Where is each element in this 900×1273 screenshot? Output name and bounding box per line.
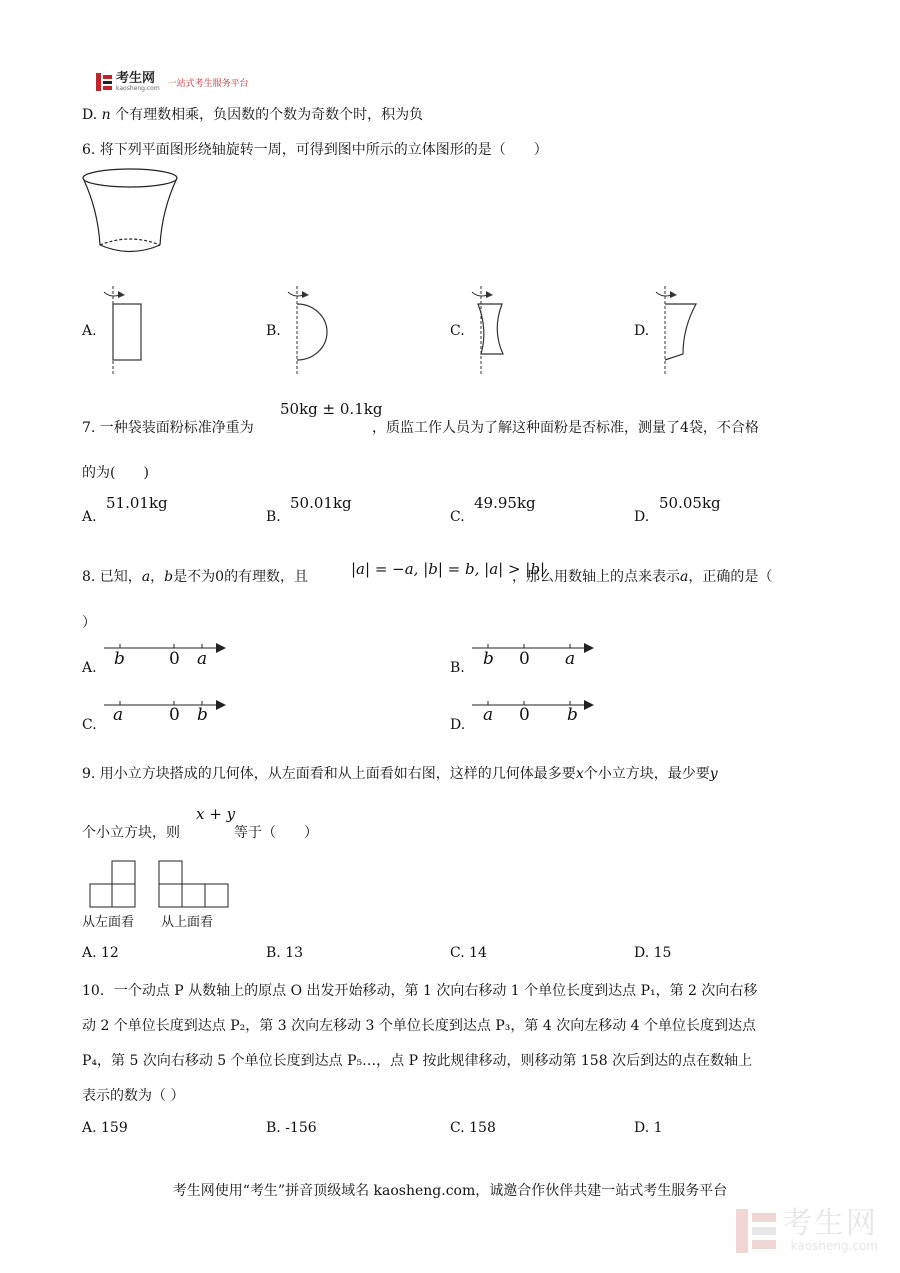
q10-option-a — [82, 1120, 128, 1136]
q9-option-a-value: 12 — [101, 945, 119, 961]
q10-option-d — [634, 1120, 663, 1136]
q9-option-a-label: A. — [82, 945, 97, 961]
q8-stem-post: ，那么用数轴上的点来表示 — [512, 569, 680, 585]
q9-var-x: x — [575, 766, 584, 782]
q10-option-b-value: -156 — [285, 1120, 317, 1136]
q9-stem — [82, 763, 718, 783]
q7-option-b-value: 50.01kg — [290, 494, 352, 512]
q9-stem-pre: 9. 用小立方块搭成的几何体，从左面看和从上面看如右图，这样的几何体最多要 — [82, 766, 576, 782]
q8-d-mark-1: a — [483, 705, 494, 725]
q8-stem-line2: ） — [82, 615, 96, 631]
q8-option-d-label: D. — [450, 717, 466, 733]
q5-option-d-label: D. — [82, 107, 98, 123]
q8-d-mark-2: 0 — [519, 705, 530, 725]
q7-stem-post2: 袋，不合格 — [688, 420, 759, 436]
logo-mark-icon — [96, 73, 112, 91]
q10-line-1: 10．一个动点 P 从数轴上的原点 O 出发开始移动，第 1 次向右移动 1 个单位长度到达点 P₁，第 2 次向右移 — [82, 983, 758, 999]
q10-option-c-value: 158 — [469, 1120, 496, 1136]
q7-option-a-value: 51.01kg — [106, 494, 168, 512]
q9-option-c-value: 14 — [469, 945, 487, 961]
q10-line-2: 动 2 个单位长度到达点 P₂，第 3 次向左移动 3 个单位长度到达点 P₃，第 4 次向左移动 4 个单位长度到达点 — [82, 1018, 757, 1034]
q8-stem-post2: ，正确的是（ — [688, 569, 773, 585]
q8-a-mark-2: 0 — [169, 649, 180, 669]
q9-option-b — [266, 945, 303, 961]
q7-option-c-label: C. — [450, 509, 465, 525]
q8-condition: |a| = −a, |b| = b, |a| > |b| — [351, 560, 546, 578]
watermark-name: 考生网 — [782, 1206, 878, 1241]
q8-stem-pre: 8. 已知， — [82, 569, 142, 585]
logo-name: 考生网 — [116, 71, 156, 86]
header-logo — [96, 72, 249, 92]
q8-option-c-label: C. — [82, 717, 97, 733]
q10-option-b-label: B. — [266, 1120, 281, 1136]
q7-option-b-label: B. — [266, 509, 281, 525]
q9-left-view-label: 从左面看 — [82, 915, 135, 930]
q8-a-mark-1: b — [114, 649, 125, 669]
q9-option-c — [450, 945, 487, 961]
logo-domain: kaosheng.com — [116, 85, 160, 92]
q9-option-d-value: 15 — [653, 945, 672, 961]
q5-option-d-var: n — [101, 107, 111, 123]
q8-stem-rest — [512, 566, 772, 586]
q8-option-a-label: A. — [82, 660, 97, 676]
q7-option-d-value: 50.05kg — [659, 494, 721, 512]
q7-stem-line2: 的为( ) — [82, 465, 149, 481]
q8-var-a-2: a — [680, 569, 689, 585]
q6-solid-figure — [80, 165, 182, 260]
q9-option-b-value: 13 — [285, 945, 304, 961]
q9-expr: x + y — [196, 805, 236, 823]
q6-option-a-figure — [104, 284, 149, 376]
q7-count: 4 — [680, 420, 689, 436]
q7-stem — [82, 417, 254, 437]
q5-option-d — [82, 104, 423, 124]
q9-left-view-figure — [89, 860, 139, 908]
q10-option-c-label: C. — [450, 1120, 465, 1136]
q6-option-b-label: B. — [266, 323, 281, 339]
q8-a-mark-3: a — [197, 649, 208, 669]
q8-b-mark-3: a — [565, 649, 576, 669]
watermark-domain: kaosheng.com — [790, 1239, 878, 1253]
q10-option-a-value: 159 — [101, 1120, 128, 1136]
q10-line-3: P₄，第 5 次向右移动 5 个单位长度到达点 P₅…，点 P 按此规律移动，则移动第 158 次后到达的点在数轴上 — [82, 1053, 753, 1069]
logo-slogan: 一站式考生服务平台 — [167, 78, 249, 89]
watermark-logo-icon — [736, 1209, 776, 1253]
q6-option-d-label: D. — [634, 323, 650, 339]
q7-stem-pre: 7. 一种袋装面粉标准净重为 — [82, 420, 254, 436]
q8-stem-mid2: 的有理数，且 — [224, 569, 309, 585]
q10-option-b — [266, 1120, 317, 1136]
q6-option-c-figure — [472, 284, 517, 376]
q7-stem-post: ，质监工作人员为了解这种面粉是否标准，测量了 — [372, 420, 680, 436]
q9-top-view-label: 从上面看 — [161, 915, 214, 930]
page-footer: 考生网使用“考生”拼音顶级域名 kaosheng.com，诚邀合作伙伴共建一站式考生服务平台 — [172, 1183, 728, 1199]
q9-option-c-label: C. — [450, 945, 465, 961]
q8-var-b: b — [164, 569, 174, 585]
watermark — [736, 1206, 878, 1253]
q8-stem — [82, 566, 308, 586]
q6-option-c-label: C. — [450, 323, 465, 339]
q10-option-d-label: D. — [634, 1120, 650, 1136]
q10-option-d-value: 1 — [653, 1120, 663, 1136]
q6-option-b-figure — [288, 284, 338, 376]
q9-option-d — [634, 945, 671, 961]
q7-option-d-label: D. — [634, 509, 650, 525]
q8-var-a: a — [141, 569, 151, 585]
q6-option-d-figure — [656, 284, 704, 376]
q10-option-c — [450, 1120, 496, 1136]
q7-option-a-label: A. — [82, 509, 97, 525]
q8-b-mark-2: 0 — [519, 649, 530, 669]
q6-option-a-label: A. — [82, 323, 97, 339]
q9-stem-line2-post: 等于（ ） — [234, 825, 318, 841]
q6-stem: 6. 将下列平面图形绕轴旋转一周，可得到图中所示的立体图形的是（ ） — [82, 142, 548, 158]
q8-c-mark-3: b — [197, 705, 208, 725]
q10-line-4: 表示的数为（ ） — [82, 1088, 185, 1104]
q9-var-y: y — [709, 766, 718, 782]
q8-option-b-label: B. — [450, 660, 465, 676]
q9-stem-line2-pre: 个小立方块，则 — [82, 825, 180, 841]
q9-top-view-figure — [158, 860, 230, 908]
q8-d-mark-3: b — [567, 705, 578, 725]
q8-c-mark-2: 0 — [169, 705, 180, 725]
q8-comma: ， — [150, 569, 165, 585]
q9-option-a — [82, 945, 119, 961]
q7-stem-rest — [372, 417, 759, 437]
q8-zero: 0 — [215, 569, 225, 585]
q10-option-a-label: A. — [82, 1120, 97, 1136]
q7-option-c-value: 49.95kg — [474, 494, 536, 512]
q8-b-mark-1: b — [483, 649, 494, 669]
q8-c-mark-1: a — [113, 705, 124, 725]
q9-option-d-label: D. — [634, 945, 650, 961]
q5-option-d-text: 个有理数相乘，负因数的个数为奇数个时，积为负 — [115, 107, 424, 123]
q9-stem-mid: 个小立方块，最少要 — [583, 766, 710, 782]
q8-stem-mid: 是不为 — [173, 569, 216, 585]
q9-option-b-label: B. — [266, 945, 281, 961]
q7-standard-weight: 50kg ± 0.1kg — [280, 400, 383, 418]
